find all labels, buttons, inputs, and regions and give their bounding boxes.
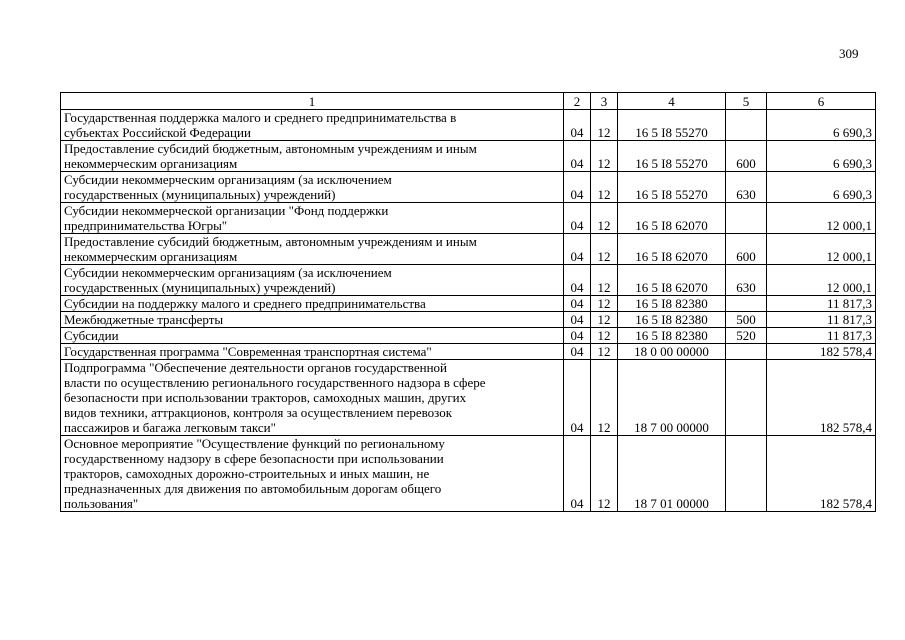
row-name-line: Государственная поддержка малого и среднего предпринимательства в: [64, 110, 457, 125]
expense-type-cell: 630: [726, 265, 767, 296]
table-row: [61, 296, 876, 312]
expense-type-cell: [726, 436, 767, 512]
section-code-cell: 04: [564, 360, 591, 436]
expense-type-cell: 500: [726, 312, 767, 328]
target-article-cell: 18 7 00 00000: [618, 360, 726, 436]
row-name-cell: [61, 203, 564, 234]
column-header-1: 1: [61, 93, 564, 110]
column-header-6: 6: [767, 93, 876, 110]
row-name-cell: [61, 141, 564, 172]
row-name-line: Основное мероприятие "Осуществление функций по региональному: [64, 436, 445, 451]
section-code-cell: 04: [564, 203, 591, 234]
section-code-cell: 04: [564, 328, 591, 344]
amount-cell: 12 000,1: [767, 265, 876, 296]
subsection-code-cell: 12: [591, 141, 618, 172]
expense-type-cell: 600: [726, 234, 767, 265]
row-name-line: пассажиров и багажа легковым такси": [64, 420, 276, 435]
subsection-code-cell: 12: [591, 436, 618, 512]
amount-cell: 6 690,3: [767, 172, 876, 203]
subsection-code-cell: 12: [591, 172, 618, 203]
row-name-line: тракторов, самоходных дорожно-строительных и иных машин, не: [64, 466, 430, 481]
target-article-cell: 16 5 I8 82380: [618, 296, 726, 312]
section-code-cell: 04: [564, 110, 591, 141]
column-header-3: 3: [591, 93, 618, 110]
budget-table: [60, 92, 876, 512]
row-name-line: власти по осуществлению регионального государственного надзора в сфере: [64, 375, 486, 390]
target-article-cell: 18 0 00 00000: [618, 344, 726, 360]
expense-type-cell: [726, 296, 767, 312]
row-name-cell: [61, 436, 564, 512]
row-name-line: Предоставление субсидий бюджетным, автономным учреждениям и иным: [64, 234, 477, 249]
page-number: 309: [839, 46, 859, 61]
row-name-cell: [61, 344, 564, 360]
row-name-line: Межбюджетные трансферты: [64, 312, 224, 327]
table-row: [61, 265, 876, 296]
section-code-cell: 04: [564, 172, 591, 203]
subsection-code-cell: 12: [591, 234, 618, 265]
row-name-line: субъектах Российской Федерации: [64, 125, 251, 140]
expense-type-cell: [726, 110, 767, 141]
row-name-cell: [61, 328, 564, 344]
column-header-4: 4: [618, 93, 726, 110]
row-name-line: безопасности при использовании тракторов, самоходных машин, других: [64, 390, 467, 405]
expense-type-cell: 600: [726, 141, 767, 172]
row-name-line: предназначенных для движения по автомобильным дорогам общего: [64, 481, 442, 496]
table-row: [61, 141, 876, 172]
subsection-code-cell: 12: [591, 110, 618, 141]
amount-cell: 6 690,3: [767, 110, 876, 141]
subsection-code-cell: 12: [591, 328, 618, 344]
subsection-code-cell: 12: [591, 203, 618, 234]
amount-cell: 182 578,4: [767, 436, 876, 512]
subsection-code-cell: 12: [591, 360, 618, 436]
amount-cell: 11 817,3: [767, 312, 876, 328]
expense-type-cell: [726, 360, 767, 436]
row-name-line: Субсидии некоммерческим организациям (за исключением: [64, 172, 392, 187]
target-article-cell: 16 5 I8 62070: [618, 265, 726, 296]
expense-type-cell: 520: [726, 328, 767, 344]
subsection-code-cell: 12: [591, 296, 618, 312]
amount-cell: 6 690,3: [767, 141, 876, 172]
target-article-cell: 16 5 I8 82380: [618, 312, 726, 328]
column-header-5: 5: [726, 93, 767, 110]
section-code-cell: 04: [564, 296, 591, 312]
table-row: [61, 203, 876, 234]
row-name-line: Государственная программа "Современная транспортная система": [64, 344, 432, 359]
row-name-line: государственных (муниципальных) учреждений): [64, 187, 336, 202]
subsection-code-cell: 12: [591, 265, 618, 296]
target-article-cell: 16 5 I8 62070: [618, 234, 726, 265]
row-name-cell: [61, 234, 564, 265]
table-row: [61, 172, 876, 203]
target-article-cell: 16 5 I8 55270: [618, 172, 726, 203]
row-name-line: государственных (муниципальных) учреждений): [64, 280, 336, 295]
row-name-line: некоммерческим организациям: [64, 156, 238, 171]
table-header-row: [61, 93, 876, 110]
row-name-cell: [61, 265, 564, 296]
row-name-cell: [61, 296, 564, 312]
expense-type-cell: [726, 344, 767, 360]
row-name-cell: [61, 312, 564, 328]
amount-cell: 11 817,3: [767, 296, 876, 312]
row-name-line: пользования": [64, 496, 139, 511]
row-name-line: Предоставление субсидий бюджетным, автономным учреждениям и иным: [64, 141, 477, 156]
amount-cell: 12 000,1: [767, 234, 876, 265]
row-name-cell: [61, 360, 564, 436]
section-code-cell: 04: [564, 312, 591, 328]
amount-cell: 12 000,1: [767, 203, 876, 234]
table-row: [61, 344, 876, 360]
target-article-cell: 16 5 I8 62070: [618, 203, 726, 234]
section-code-cell: 04: [564, 436, 591, 512]
table-row: [61, 360, 876, 436]
row-name-cell: [61, 172, 564, 203]
row-name-line: предпринимательства Югры": [64, 218, 228, 233]
section-code-cell: 04: [564, 265, 591, 296]
row-name-line: некоммерческим организациям: [64, 249, 238, 264]
target-article-cell: 16 5 I8 55270: [618, 141, 726, 172]
column-header-2: 2: [564, 93, 591, 110]
subsection-code-cell: 12: [591, 312, 618, 328]
row-name-line: Субсидии некоммерческим организациям (за исключением: [64, 265, 392, 280]
target-article-cell: 16 5 I8 55270: [618, 110, 726, 141]
table-row: [61, 312, 876, 328]
row-name-cell: [61, 110, 564, 141]
table-row: [61, 436, 876, 512]
section-code-cell: 04: [564, 141, 591, 172]
amount-cell: 182 578,4: [767, 360, 876, 436]
expense-type-cell: 630: [726, 172, 767, 203]
section-code-cell: 04: [564, 344, 591, 360]
target-article-cell: 16 5 I8 82380: [618, 328, 726, 344]
table-row: [61, 110, 876, 141]
amount-cell: 11 817,3: [767, 328, 876, 344]
section-code-cell: 04: [564, 234, 591, 265]
table-row: [61, 234, 876, 265]
row-name-line: Подпрограмма "Обеспечение деятельности органов государственной: [64, 360, 447, 375]
target-article-cell: 18 7 01 00000: [618, 436, 726, 512]
expense-type-cell: [726, 203, 767, 234]
row-name-line: Субсидии на поддержку малого и среднего предпринимательства: [64, 296, 426, 311]
table-body: [61, 110, 876, 512]
table-row: [61, 328, 876, 344]
subsection-code-cell: 12: [591, 344, 618, 360]
row-name-line: видов техники, аттракционов, контроля за осуществлением перевозок: [64, 405, 453, 420]
row-name-line: Субсидии некоммерческой организации "Фонд поддержки: [64, 203, 389, 218]
row-name-line: Субсидии: [64, 328, 119, 343]
row-name-line: государственному надзору в сфере безопасности при использовании: [64, 451, 444, 466]
amount-cell: 182 578,4: [767, 344, 876, 360]
